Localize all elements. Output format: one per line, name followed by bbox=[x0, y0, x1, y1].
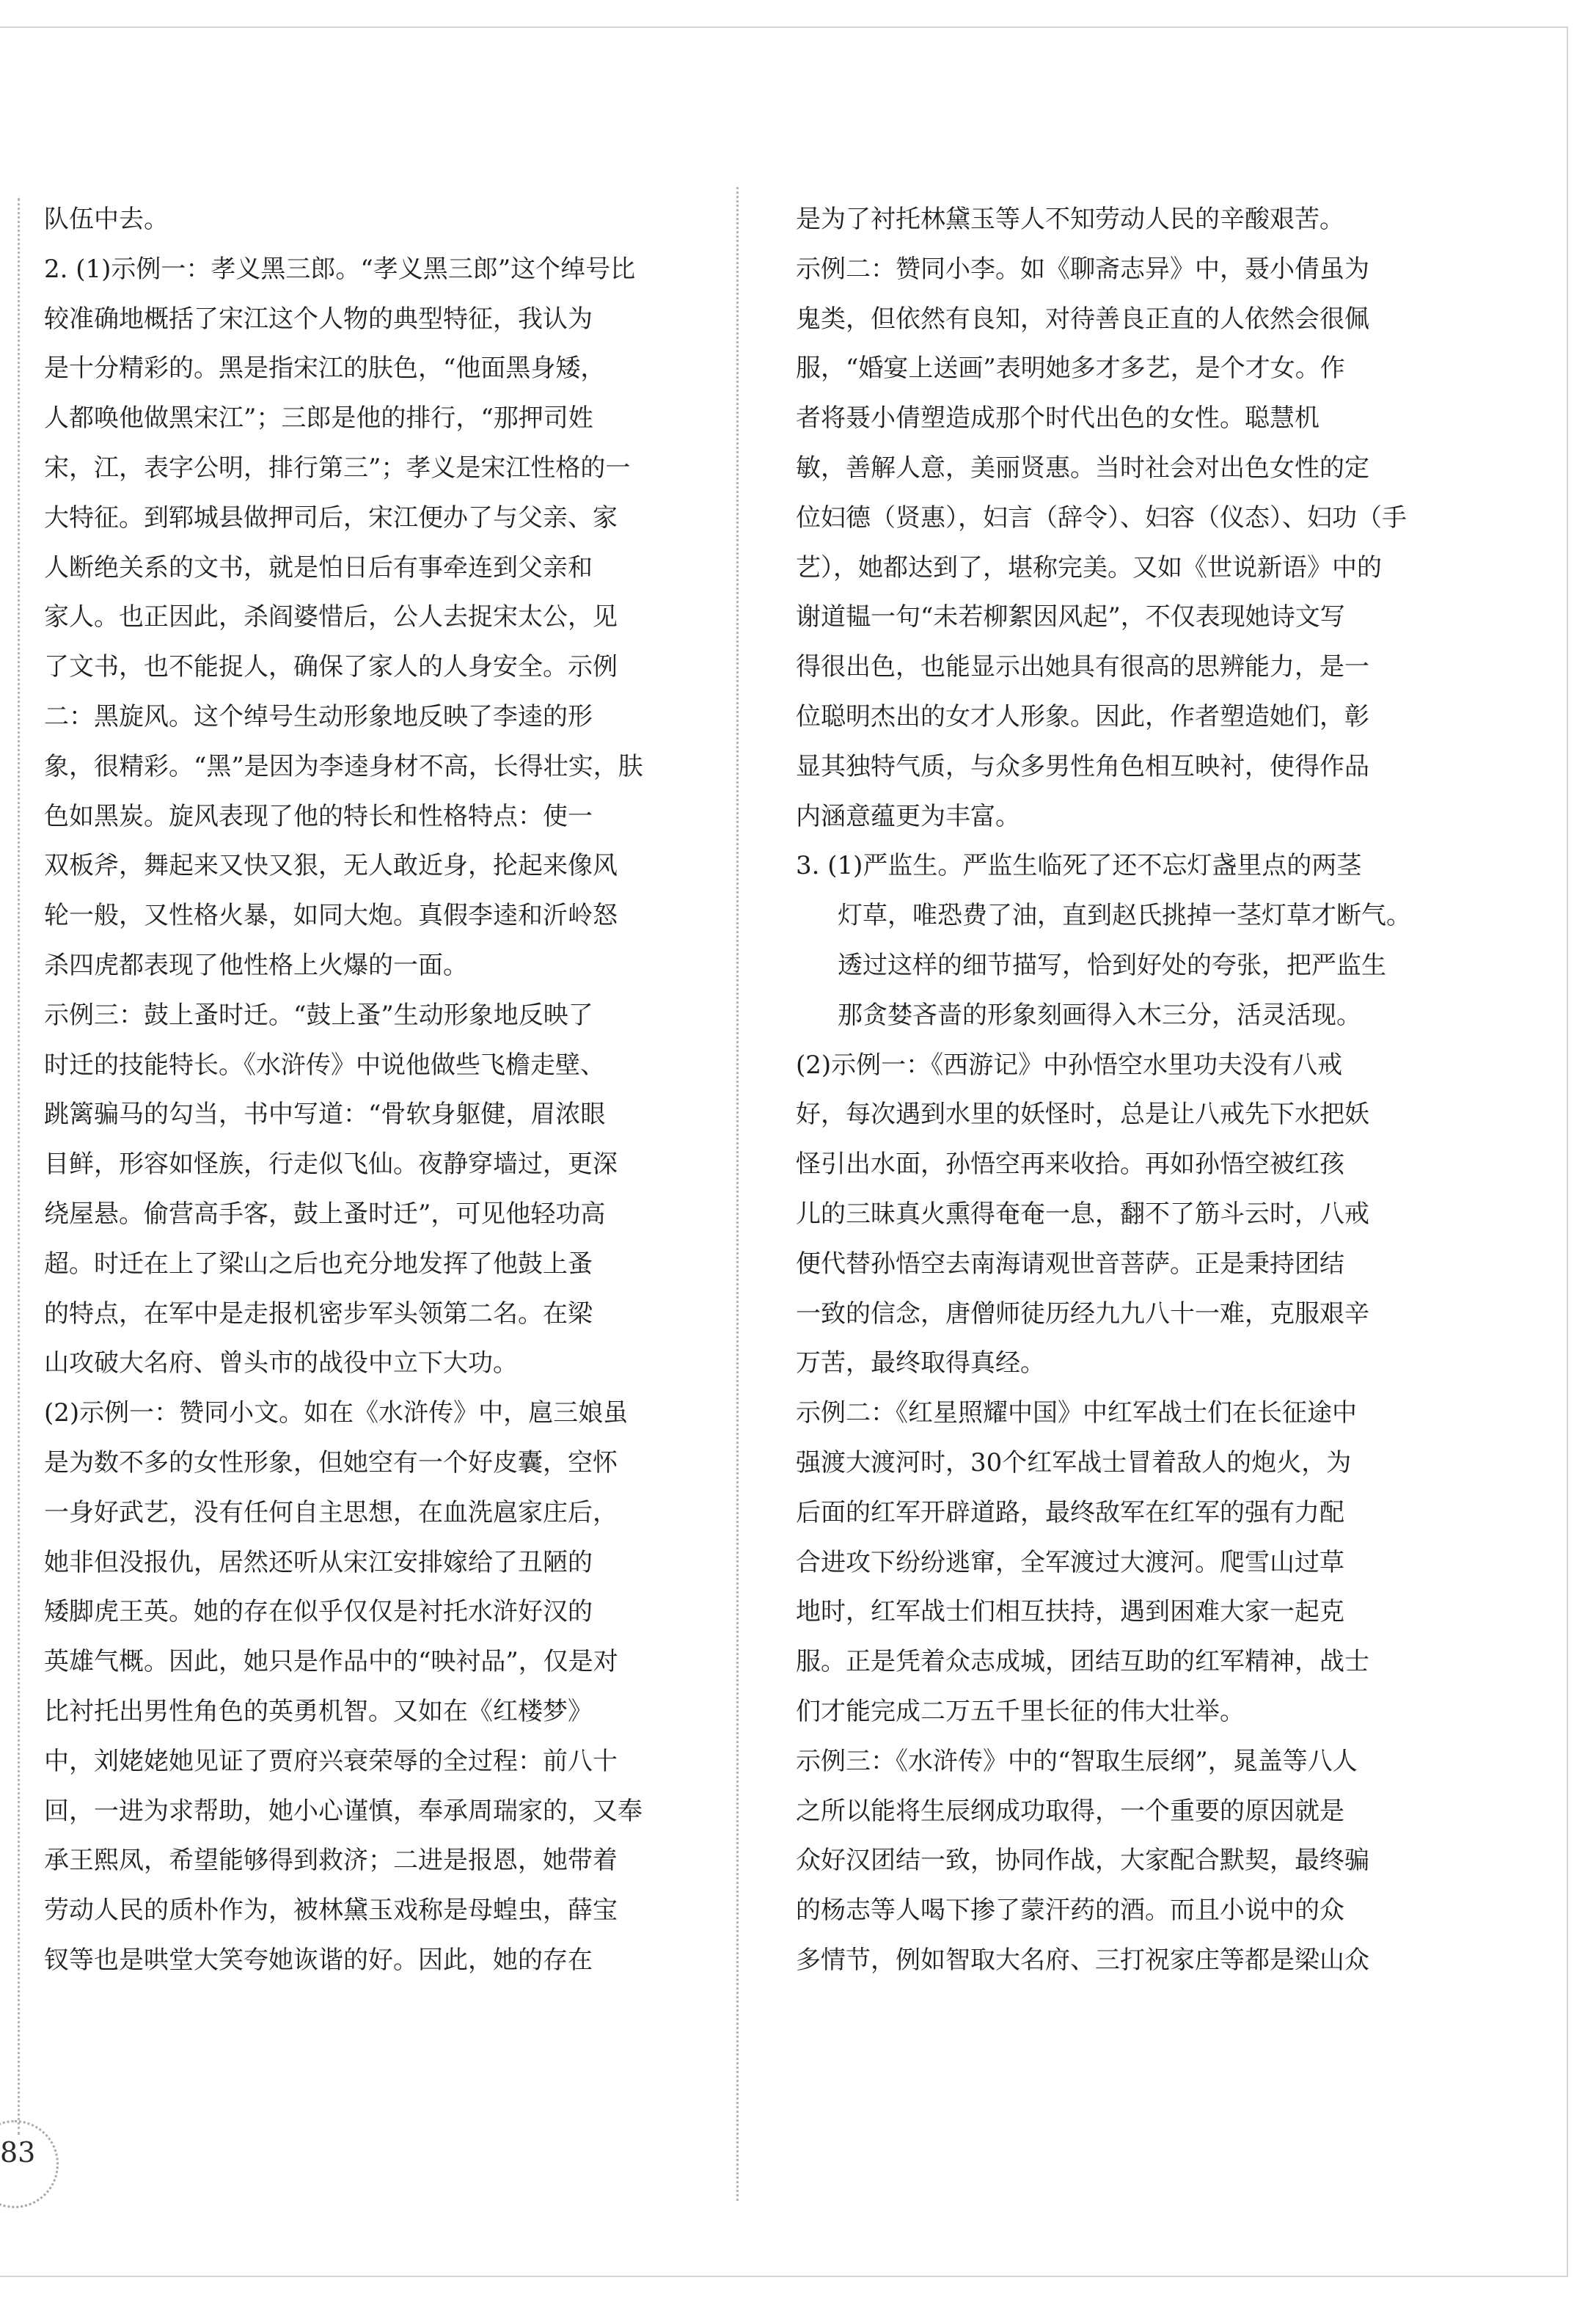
text-line: 透过这样的细节描写，恰到好处的夸张，把严监生 bbox=[838, 950, 1386, 980]
page-number: 83 bbox=[0, 2136, 36, 2169]
text-line: 杀四虎都表现了他性格上火爆的一面。 bbox=[44, 950, 468, 980]
text-line: (2)示例一：《西游记》中孙悟空水里功夫没有八戒 bbox=[796, 1050, 1343, 1080]
text-line: 了文书，也不能捉人，确保了家人的人身安全。示例 bbox=[44, 652, 618, 682]
text-line: 得很出色，也能显示出她具有很高的思辨能力，是一 bbox=[796, 652, 1369, 682]
text-line: 儿的三昧真火熏得奄奄一息，翻不了筋斗云时，八戒 bbox=[796, 1199, 1369, 1229]
text-line: 跳篱骗马的勾当，书中写道：“骨软身躯健，眉浓眼 bbox=[44, 1100, 606, 1130]
text-line: 矮脚虎王英。她的存在似乎仅仅是衬托水浒好汉的 bbox=[44, 1597, 593, 1627]
text-line: 回，一进为求帮助，她小心谨慎，奉承周瑞家的，又奉 bbox=[44, 1796, 643, 1826]
text-line: 队伍中去。 bbox=[44, 205, 169, 234]
text-line: 一身好武艺，没有任何自主思想，在血洗扈家庄后， bbox=[44, 1497, 618, 1527]
text-line: 英雄气概。因此，她只是作品中的“映衬品”，仅是对 bbox=[44, 1647, 618, 1677]
text-line: 是为数不多的女性形象，但她空有一个好皮囊，空怀 bbox=[44, 1447, 618, 1477]
text-line: 位妇德（贤惠），妇言（辞令）、妇容（仪态）、妇功（手 bbox=[796, 503, 1407, 533]
text-line: 大特征。到郓城县做押司后，宋江便办了与父亲、家 bbox=[44, 503, 618, 533]
text-line: 内涵意蕴更为丰富。 bbox=[796, 801, 1020, 831]
text-line: 一致的信念，唐僧师徒历经九九八十一难，克服艰辛 bbox=[796, 1298, 1369, 1329]
text-line: 宋，江，表字公明，排行第三”；孝义是宋江性格的一 bbox=[44, 453, 631, 483]
text-line: 时迁的技能特长。《水浒传》中说他做些飞檐走壁、 bbox=[44, 1050, 605, 1080]
text-line: 承王熙凤，希望能够得到救济；二进是报恩，她带着 bbox=[44, 1846, 618, 1876]
text-line: 绕屋悬。偷营高手客，鼓上蚤时迁”，可见他轻功高 bbox=[44, 1199, 606, 1229]
column-divider bbox=[736, 187, 739, 2201]
text-line: 位聪明杰出的女才人形象。因此，作者塑造她们，彰 bbox=[796, 701, 1369, 731]
text-line: (2)示例一：赞同小文。如在《水浒传》中，扈三娘虽 bbox=[44, 1398, 629, 1428]
text-line: 好，每次遇到水里的妖怪时，总是让八戒先下水把妖 bbox=[796, 1100, 1369, 1130]
text-line: 地时，红军战士们相互扶持，遇到困难大家一起克 bbox=[796, 1597, 1344, 1627]
text-line: 谢道韫一句“未若柳絮因风起”，不仅表现她诗文写 bbox=[796, 602, 1345, 632]
text-line: 劳动人民的质朴作为，被林黛玉戏称是母蝗虫，薛宝 bbox=[44, 1896, 618, 1926]
text-line: 示例二：赞同小李。如《聊斋志异》中，聂小倩虽为 bbox=[796, 254, 1369, 284]
text-line: 多情节，例如智取大名府、三打祝家庄等都是梁山众 bbox=[796, 1945, 1369, 1975]
text-line: 的杨志等人喝下掺了蒙汗药的酒。而且小说中的众 bbox=[796, 1896, 1344, 1926]
text-line: 的特点，在军中是走报机密步军头领第二名。在梁 bbox=[44, 1298, 593, 1329]
text-line: 万苦，最终取得真经。 bbox=[796, 1348, 1045, 1378]
text-line: 是十分精彩的。黑是指宋江的肤色，“他面黑身矮， bbox=[44, 354, 606, 384]
text-line: 众好汉团结一致，协同作战，大家配合默契，最终骗 bbox=[796, 1846, 1369, 1876]
text-line: 灯草，唯恐费了油，直到赵氏挑掉一茎灯草才断气。 bbox=[838, 901, 1411, 931]
text-line: 艺），她都达到了，堪称完美。又如《世说新语》中的 bbox=[796, 552, 1382, 582]
text-line: 中，刘姥姥她见证了贾府兴衰荣辱的全过程：前八十 bbox=[44, 1746, 618, 1776]
text-line: 鬼类，但依然有良知，对待善良正直的人依然会很佩 bbox=[796, 304, 1369, 334]
text-line: 象，很精彩。“黑”是因为李逵身材不高，长得壮实，肤 bbox=[44, 751, 643, 781]
text-line: 们才能完成二万五千里长征的伟大壮举。 bbox=[796, 1696, 1245, 1726]
left-column bbox=[44, 195, 693, 1986]
text-line: 色如黑炭。旋风表现了他的特长和性格特点：使一 bbox=[44, 801, 593, 831]
text-line: 是为了衬托林黛玉等人不知劳动人民的辛酸艰苦。 bbox=[796, 205, 1344, 234]
text-line: 服。正是凭着众志成城，团结互助的红军精神，战士 bbox=[796, 1647, 1369, 1677]
text-line: 示例二：《红星照耀中国》中红军战士们在长征途中 bbox=[796, 1398, 1357, 1428]
text-line: 服，“婚宴上送画”表明她多才多艺，是个才女。作 bbox=[796, 354, 1345, 384]
text-line: 2. (1)示例一：孝义黑三郎。“孝义黑三郎”这个绰号比 bbox=[44, 254, 636, 284]
text-line: 人都唤他做黑宋江”；三郎是他的排行，“那押司姓 bbox=[44, 403, 593, 434]
right-column bbox=[796, 195, 1412, 1986]
text-line: 人断绝关系的文书，就是怕日后有事牵连到父亲和 bbox=[44, 552, 593, 582]
text-line: 超。时迁在上了梁山之后也充分地发挥了他鼓上蚤 bbox=[44, 1249, 593, 1279]
text-line: 敏，善解人意，美丽贤惠。当时社会对出色女性的定 bbox=[796, 453, 1369, 483]
text-line: 示例三：鼓上蚤时迁。“鼓上蚤”生动形象地反映了 bbox=[44, 1000, 593, 1030]
text-line: 合进攻下纷纷逃窜，全军渡过大渡河。爬雪山过草 bbox=[796, 1547, 1344, 1577]
text-line: 目鲜，形容如怪族，行走似飞仙。夜静穿墙过，更深 bbox=[44, 1150, 618, 1180]
text-line: 后面的红军开辟道路，最终敌军在红军的强有力配 bbox=[796, 1497, 1344, 1527]
text-line: 较准确地概括了宋江这个人物的典型特征，我认为 bbox=[44, 304, 593, 334]
text-line: 比衬托出男性角色的英勇机智。又如在《红楼梦》 bbox=[44, 1696, 593, 1726]
text-line: 怪引出水面，孙悟空再来收拾。再如孙悟空被红孩 bbox=[796, 1150, 1344, 1180]
text-line: 家人。也正因此，杀阎婆惜后，公人去捉宋太公，见 bbox=[44, 602, 618, 632]
text-line: 3. (1)严监生。严监生临死了还不忘灯盏里点的两茎 bbox=[796, 851, 1362, 881]
text-line: 显其独特气质，与众多男性角色相互映衬，使得作品 bbox=[796, 751, 1369, 781]
text-line: 山攻破大名府、曾头市的战役中立下大功。 bbox=[44, 1348, 518, 1378]
text-line: 者将聂小倩塑造成那个时代出色的女性。聪慧机 bbox=[796, 403, 1319, 434]
left-margin-rule bbox=[18, 198, 20, 2135]
text-line: 之所以能将生辰纲成功取得，一个重要的原因就是 bbox=[796, 1796, 1344, 1826]
text-line: 钗等也是哄堂大笑夸她诙谐的好。因此，她的存在 bbox=[44, 1945, 593, 1975]
text-line: 二：黑旋风。这个绰号生动形象地反映了李逵的形 bbox=[44, 701, 593, 731]
text-line: 双板斧，舞起来又快又狠，无人敢近身，抡起来像风 bbox=[44, 851, 618, 881]
text-line: 示例三：《水浒传》中的“智取生辰纲”，晁盖等八人 bbox=[796, 1746, 1358, 1776]
text-line: 强渡大渡河时，30个红军战士冒着敌人的炮火，为 bbox=[796, 1447, 1352, 1477]
text-line: 她非但没报仇，居然还听从宋江安排嫁给了丑陋的 bbox=[44, 1547, 593, 1577]
text-line: 那贪婪吝啬的形象刻画得入木三分，活灵活现。 bbox=[838, 1000, 1361, 1030]
text-line: 便代替孙悟空去南海请观世音菩萨。正是秉持团结 bbox=[796, 1249, 1344, 1279]
text-line: 轮一般，又性格火暴，如同大炮。真假李逵和沂岭怒 bbox=[44, 901, 618, 931]
